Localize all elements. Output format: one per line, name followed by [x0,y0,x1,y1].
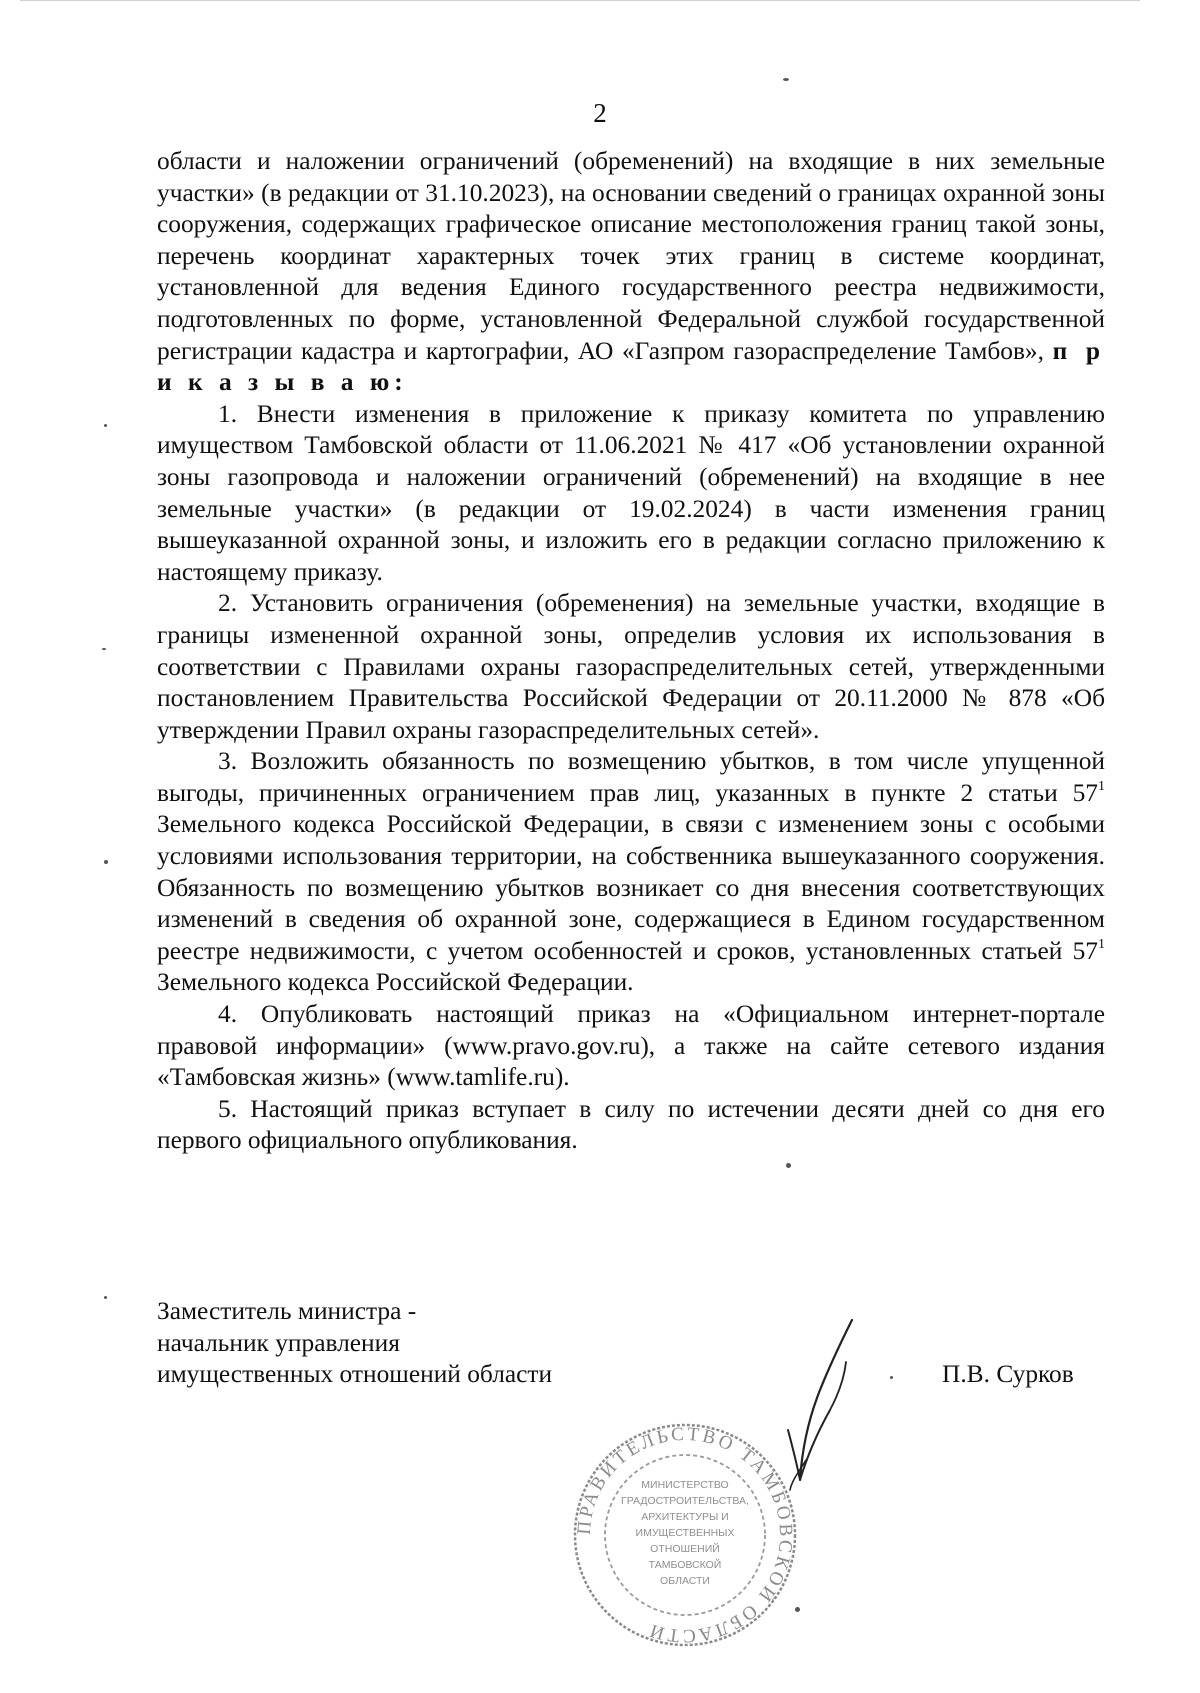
scan-speck [102,648,106,650]
scan-speck [795,1607,800,1612]
scan-speck [104,860,108,864]
position-line-3: имущественных отношений области [157,1360,553,1389]
scan-speck [104,1296,107,1299]
intro-text: области и наложении ограничений (обременений) на входящие в них земельные участки» (в редакции от 31.10.2023), на основании сведений о границах охранной зоны сооружения, содержащих графическое описание местоположения границ такой зоны, перечень координат характерных точек этих границ в системе координат, установленной для ведения Единого государственного реестра недвижимости, подготовленных по форме, установленной Федеральной службой государственной регистрации кадастра и картографии, АО «Газпром газораспределение Тамбов», [157,147,1105,365]
seal-line-7: ОБЛАСТИ [660,1575,710,1587]
page-number: 2 [593,98,607,128]
seal-line-2: ГРАДОСТРОИТЕЛЬСТВА, [621,1495,749,1507]
scan-speck [104,424,107,427]
order-word: п р и к а з ы в а ю: [157,336,1105,397]
signatory-name: П.В. Сурков [942,1360,1074,1388]
scan-edge-line [20,0,1140,1]
seal-line-3: АРХИТЕКТУРЫ И [641,1511,729,1523]
order-item-2: 2. Установить ограничения (обременения) на земельные участки, входящие в границы измененной охранной зоны, определив условия их использования в соответствии с Правилами охраны газораспределительных сетей, утвержденными постановлением Правительства Российской Федерации от 20.11.2000 № 878 «Об утверждении Правил охраны газораспределительных сетей». [157,589,1105,744]
seal-line-1: МИНИСТЕРСТВО [641,1479,729,1491]
order-item-3 [157,746,1105,999]
seal-line-4: ИМУЩЕСТВЕННЫХ [635,1527,735,1539]
item-3-part-2: Земельного кодекса Российской Федерации, в связи с изменением зоны с особыми условиями использования территории, на собственника вышеуказанного сооружения. Обязанность по возмещению убытков возникает со дня внесения соответствующих изменений в сведения об охранной зоне, содержащиеся в Едином государственном реестре недвижимости, с учетом особенностей и сроков, установленных статьей 57 [157,810,1105,965]
intro-paragraph [157,146,1105,399]
official-seal-stamp [570,1420,800,1650]
order-item-1: 1. Внести изменения в приложение к приказу комитета по управлению имуществом Тамбовской области от 11.06.2021 № 417 «Об установлении охранной зоны газопровода и наложении ограничений (обременений) на входящие в нее земельные участки» (в редакции от 19.02.2024) в части изменения границ вышеуказанной охранной зоны, и изложить его в редакции согласно приложению к настоящему приказу. [157,399,1105,586]
position-line-2: начальник управления [157,1328,400,1357]
seal-line-5: ОТНОШЕНИЙ [650,1543,720,1555]
order-body [157,146,1105,1157]
position-line-1: Заместитель министра - [157,1297,417,1325]
item-3-superscript-2: 1 [1098,936,1105,952]
item-3-part-3: Земельного кодекса Российской Федерации. [157,968,634,997]
signatory-position [157,1296,552,1391]
seal-outer-text: ПРАВИТЕЛЬСТВО ТАМБОВСКОЙ ОБЛАСТИ [573,1423,797,1647]
scan-speck [890,1376,893,1379]
item-3-superscript-1: 1 [1098,778,1105,794]
scan-speck [783,78,789,81]
order-item-5: 5. Настоящий приказ вступает в силу по истечении десяти дней со дня его первого официального опубликования. [157,1094,1105,1155]
item-3-part-1: 3. Возложить обязанность по возмещению убытков, в том числе упущенной выгоды, причиненных ограничением прав лиц, указанных в пункте 2 статьи 57 [157,747,1105,807]
scan-speck [786,1163,791,1168]
seal-line-6: ТАМБОВСКОЙ [648,1559,722,1571]
order-item-4: 4. Опубликовать настоящий приказ на «Официальном интернет-портале правовой информации» (www.pravo.gov.ru), а также на сайте сетевого издания «Тамбовская жизнь» (www.tamlife.ru). [157,1000,1105,1092]
